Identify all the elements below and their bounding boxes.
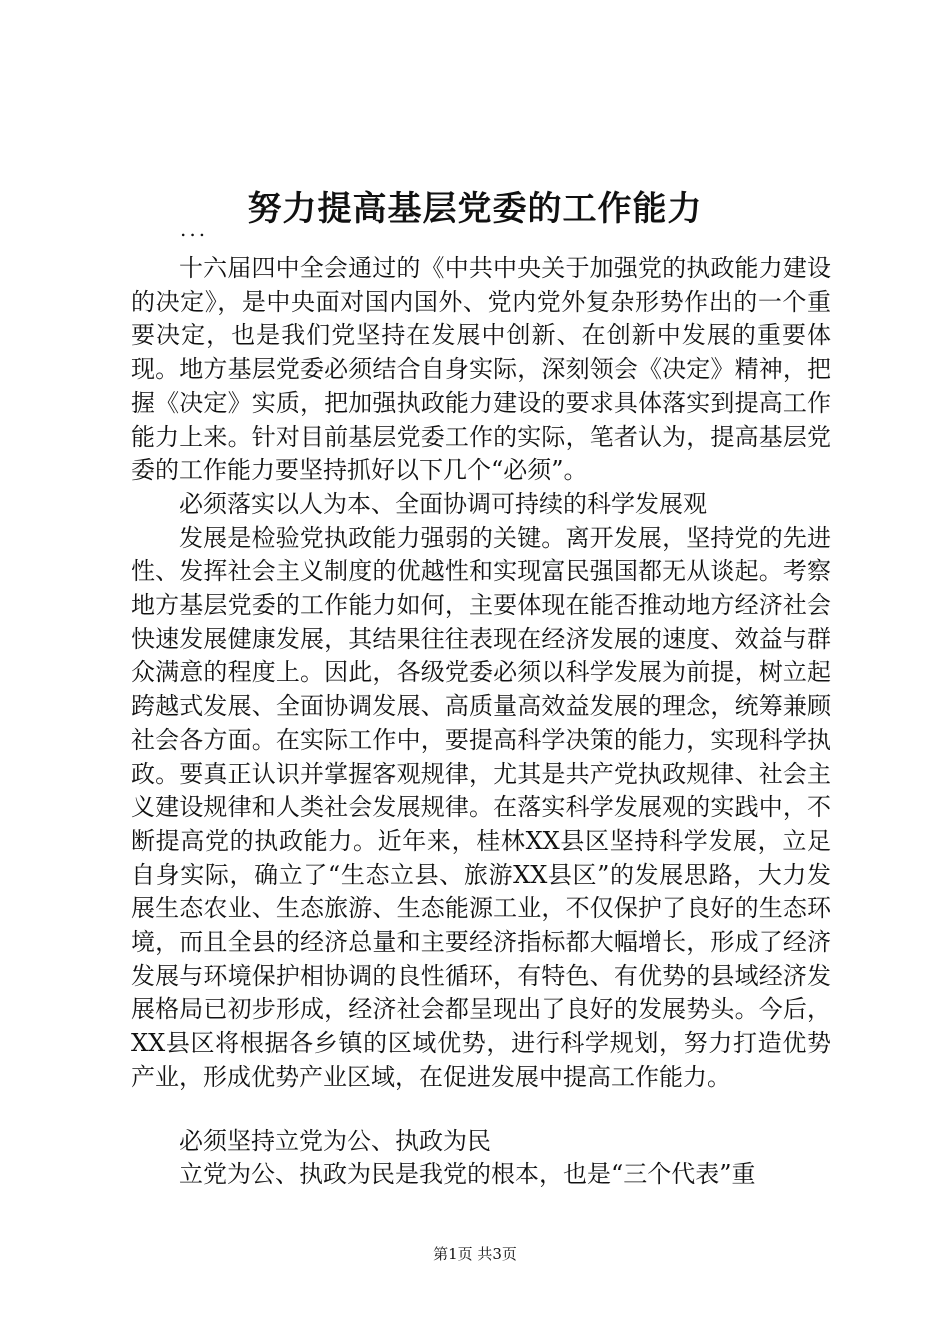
- section-2-paragraph: 立党为公、执政为民是我党的根本，也是“三个代表”重: [179, 1160, 756, 1189]
- section-heading-2: 必须坚持立党为公、执政为民: [179, 1126, 491, 1155]
- ellipsis-marker: ...: [180, 217, 209, 241]
- document-body: [131, 252, 831, 1192]
- page-footer: 第1页 共3页: [433, 1245, 517, 1263]
- section-1-paragraph: 发展是检验党执政能力强弱的关键。离开发展，坚持党的先进性、发挥社会主义制度的优越性和实现富民强国都无从谈起。考察地方基层党委的工作能力如何，主要体现在能否推动地方经济社会快速发展健康发展，其结果往往表现在经济发展的速度、效益与群众满意的程度上。因此，各级党委必须以科学发展为前提，树立起跨越式发展、全面协调发展、高质量高效益发展的理念，统筹兼顾社会各方面。在实际工作中，要提高科学决策的能力，实现科学执政。要真正认识并掌握客观规律，尤其是共产党执政规律、社会主义建设规律和人类社会发展规律。在落实科学发展观的实践中，不断提高党的执政能力。近年来，桂林XX县区坚持科学发展，立足自身实际，确立了“生态立县、旅游XX县区”的发展思路，大力发展生态农业、生态旅游、生态能源工业，不仅保护了良好的生态环境，而且全县的经济总量和主要经济指标都大幅增长，形成了经济发展与环境保护相协调的良性循环，有特色、有优势的县域经济发展格局已初步形成，经济社会都呈现出了良好的发展势头。今后，XX县区将根据各乡镇的区域优势，进行科学规划，努力打造优势产业，形成优势产业区域，在促进发展中提高工作能力。: [131, 523, 831, 1091]
- paragraph-gap: [131, 1095, 831, 1125]
- intro-paragraph: 十六届四中全会通过的《中共中央关于加强党的执政能力建设的决定》，是中央面对国内国外、党内党外复杂形势作出的一个重要决定，也是我们党坚持在发展中创新、在创新中发展的重要体现。地方基层党委必须结合自身实际，深刻领会《决定》精神，把握《决定》实质，把加强执政能力建设的要求具体落实到提高工作能力上来。针对目前基层党委工作的实际，笔者认为，提高基层党委的工作能力要坚持抓好以下几个“必须”。: [131, 254, 831, 485]
- document-title: 努力提高基层党委的工作能力: [247, 189, 703, 229]
- section-heading-1: 必须落实以人为本、全面协调可持续的科学发展观: [179, 489, 707, 518]
